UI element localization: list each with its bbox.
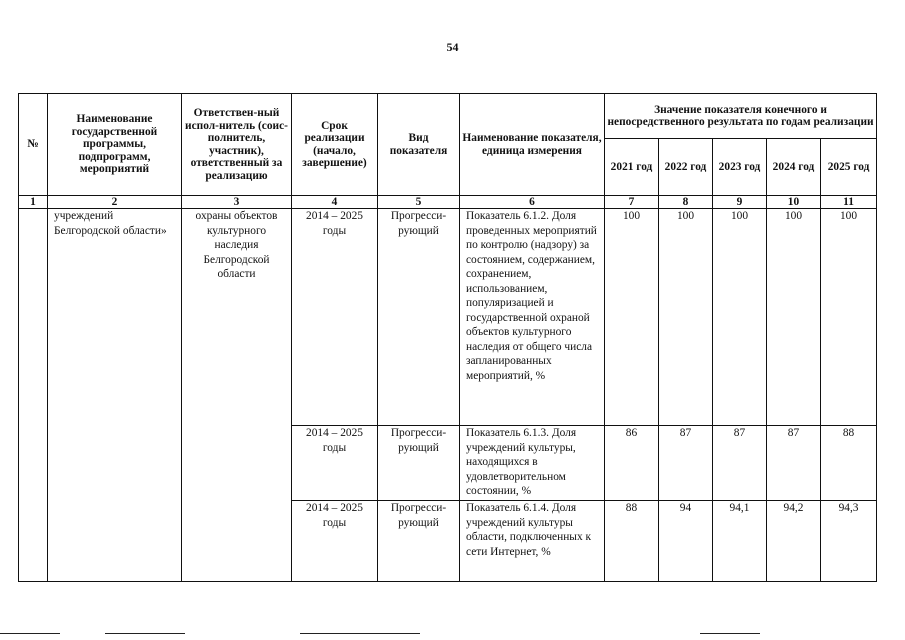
column-number: 4 <box>292 196 378 209</box>
column-number: 6 <box>460 196 605 209</box>
header-row <box>19 94 877 139</box>
indicator-cell: Показатель 6.1.4. Доля учреждений культуры области, подключенных к сети Интернет, % <box>460 501 605 582</box>
scan-artifact-line <box>300 633 420 634</box>
value-2023: 94,1 <box>713 501 767 582</box>
column-number: 5 <box>378 196 460 209</box>
column-numbers-row <box>19 196 877 209</box>
type-cell: Прогресси-рующий <box>378 501 460 582</box>
term-cell: 2014 – 2025 годы <box>292 501 378 582</box>
header-type: Вид показателя <box>378 94 460 196</box>
value-2024: 100 <box>767 209 821 426</box>
column-number: 1 <box>19 196 48 209</box>
indicators-table <box>18 93 877 582</box>
indicator-cell: Показатель 6.1.2. Доля проведенных мероприятий по контролю (надзору) за состоянием, содержанием, сохранением, использованием, популяризацией и государственной охраной объектов культурного наследия от общего числа запланированных мероприятий, % <box>460 209 605 426</box>
value-2021: 86 <box>605 426 659 501</box>
value-2022: 87 <box>659 426 713 501</box>
term-cell: 2014 – 2025 годы <box>292 426 378 501</box>
header-year-2024: 2024 год <box>767 139 821 196</box>
header-year-2021: 2021 год <box>605 139 659 196</box>
value-2023: 100 <box>713 209 767 426</box>
row-num-cell <box>19 209 48 582</box>
column-number: 11 <box>821 196 877 209</box>
program-cell: учреждений Белгородской области» <box>48 209 182 582</box>
header-year-2023: 2023 год <box>713 139 767 196</box>
value-2025: 88 <box>821 426 877 501</box>
scan-artifact-line <box>105 633 185 634</box>
scan-artifact-line <box>0 633 60 634</box>
header-year-2025: 2025 год <box>821 139 877 196</box>
page-number: 54 <box>446 40 459 54</box>
column-number: 3 <box>182 196 292 209</box>
column-number: 9 <box>713 196 767 209</box>
value-2025: 94,3 <box>821 501 877 582</box>
indicator-cell: Показатель 6.1.3. Доля учреждений культуры, находящихся в удовлетворительном состоянии, % <box>460 426 605 501</box>
value-2021: 88 <box>605 501 659 582</box>
type-cell: Прогресси-рующий <box>378 209 460 426</box>
value-2024: 87 <box>767 426 821 501</box>
term-cell: 2014 – 2025 годы <box>292 209 378 426</box>
header-program: Наименование государственной программы, подпрограмм, мероприятий <box>48 94 182 196</box>
header-responsible: Ответствен-ный испол-нитель (соис-полнитель, участник), ответственный за реализацию <box>182 94 292 196</box>
column-number: 10 <box>767 196 821 209</box>
header-indicator: Наименование показателя, единица измерения <box>460 94 605 196</box>
column-number: 7 <box>605 196 659 209</box>
value-2022: 100 <box>659 209 713 426</box>
value-2021: 100 <box>605 209 659 426</box>
value-2023: 87 <box>713 426 767 501</box>
column-number: 2 <box>48 196 182 209</box>
header-values-group: Значение показателя конечного и непосредственного результата по годам реализации <box>605 94 877 139</box>
value-2024: 94,2 <box>767 501 821 582</box>
header-year-2022: 2022 год <box>659 139 713 196</box>
table-row <box>19 209 877 426</box>
responsible-cell: охраны объектов культурного наследия Белгородской области <box>182 209 292 582</box>
header-num: № <box>19 94 48 196</box>
value-2025: 100 <box>821 209 877 426</box>
type-cell: Прогресси-рующий <box>378 426 460 501</box>
column-number: 8 <box>659 196 713 209</box>
header-term: Срок реализации (начало, завершение) <box>292 94 378 196</box>
value-2022: 94 <box>659 501 713 582</box>
scan-artifact-line <box>700 633 760 634</box>
